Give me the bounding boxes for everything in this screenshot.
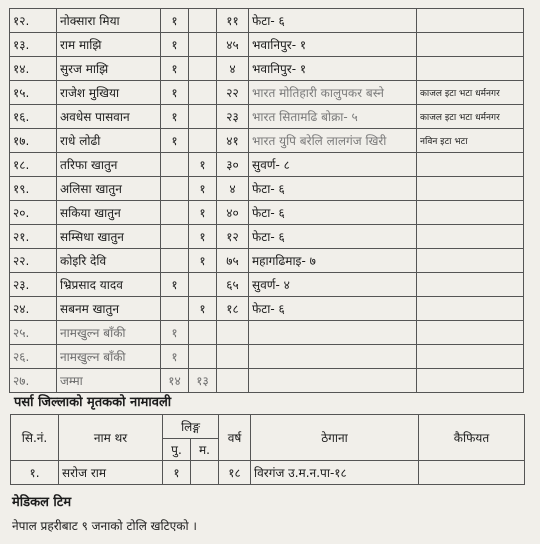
address-cell: फेटा- ६ (249, 297, 417, 321)
name-cell: जम्मा (57, 369, 161, 393)
table-row (10, 225, 524, 249)
medical-team-heading: मेडिकल टिम (12, 495, 72, 510)
age-cell (217, 321, 249, 345)
remark-cell: नविन इटा भटा (417, 129, 524, 153)
table-row (10, 297, 524, 321)
address-cell: सुवर्ण- ८ (249, 153, 417, 177)
parsa-district-heading: पर्सा जिल्लाको मृतकको नामावली (14, 395, 172, 410)
remark-cell (417, 273, 524, 297)
address-cell: फेटा- ६ (249, 225, 417, 249)
age-cell: ७५ (217, 249, 249, 273)
serial-number-cell: १३. (10, 33, 57, 57)
name-cell: राजेश मुखिया (57, 81, 161, 105)
remark-cell (417, 57, 524, 81)
table-row (10, 153, 524, 177)
table-row (10, 273, 524, 297)
header-age: वर्ष (219, 415, 251, 461)
female-count-cell (189, 345, 217, 369)
serial-number-cell: २६. (10, 345, 57, 369)
remark-cell (417, 297, 524, 321)
medical-team-note: नेपाल प्रहरीबाट ९ जनाको टोलि खटिएको । (12, 519, 197, 533)
address-cell: भारत मोतिहारी कालुपकर बस्ने (249, 81, 417, 105)
male-count-cell: १ (161, 345, 189, 369)
age-cell: ४ (217, 57, 249, 81)
remark-cell (417, 369, 524, 393)
serial-number-cell: १७. (10, 129, 57, 153)
age-cell: ३० (217, 153, 249, 177)
age-cell: १८ (219, 461, 251, 485)
remark-cell (417, 345, 524, 369)
female-count-cell (189, 81, 217, 105)
female-count-cell: १ (189, 249, 217, 273)
remark-cell (417, 33, 524, 57)
female-count-cell (189, 129, 217, 153)
table-row (10, 129, 524, 153)
serial-number-cell: २४. (10, 297, 57, 321)
table-row (10, 57, 524, 81)
address-cell (249, 369, 417, 393)
age-cell: ६५ (217, 273, 249, 297)
female-count-cell: १ (189, 177, 217, 201)
female-count-cell (191, 461, 219, 485)
name-cell: अलिसा खातुन (57, 177, 161, 201)
table-row (10, 105, 524, 129)
female-count-cell: १ (189, 153, 217, 177)
remark-cell (417, 201, 524, 225)
name-cell: नोक्सारा मिया (57, 9, 161, 33)
male-count-cell: १ (161, 9, 189, 33)
address-cell: महागढिमाइ- ७ (249, 249, 417, 273)
female-count-cell: १ (189, 225, 217, 249)
age-cell: ११ (217, 9, 249, 33)
remark-cell: काजल इटा भटा धर्मनगर (417, 81, 524, 105)
male-count-cell (161, 249, 189, 273)
male-count-cell (161, 225, 189, 249)
address-cell: फेटा- ६ (249, 9, 417, 33)
remark-cell: काजल इटा भटा धर्मनगर (417, 105, 524, 129)
remark-cell (419, 461, 525, 485)
male-count-cell: १ (161, 105, 189, 129)
address-cell: भवानिपुर- १ (249, 33, 417, 57)
name-cell: सम्सिधा खातुन (57, 225, 161, 249)
female-count-cell: १३ (189, 369, 217, 393)
remark-cell (417, 153, 524, 177)
age-cell: २२ (217, 81, 249, 105)
address-cell: भारत सितामढि बोक्रा- ५ (249, 105, 417, 129)
remark-cell (417, 9, 524, 33)
serial-number-cell: १९. (10, 177, 57, 201)
serial-number-cell: १४. (10, 57, 57, 81)
header-name: नाम थर (59, 415, 163, 461)
serial-number-cell: १२. (10, 9, 57, 33)
age-cell: २३ (217, 105, 249, 129)
female-count-cell (189, 321, 217, 345)
male-count-cell: १ (163, 461, 191, 485)
male-count-cell: १ (161, 81, 189, 105)
name-cell: नामखुल्न बाँकी (57, 321, 161, 345)
age-cell: ४५ (217, 33, 249, 57)
address-cell: भवानिपुर- १ (249, 57, 417, 81)
serial-number-cell: २३. (10, 273, 57, 297)
male-count-cell: १ (161, 33, 189, 57)
age-cell: ४० (217, 201, 249, 225)
name-cell: सबनम खातुन (57, 297, 161, 321)
table-row (10, 201, 524, 225)
serial-number-cell: २१. (10, 225, 57, 249)
male-count-cell (161, 297, 189, 321)
name-cell: भ्रिप्रसाद यादव (57, 273, 161, 297)
female-count-cell: १ (189, 297, 217, 321)
header-gender: लिङ्ग (163, 415, 219, 439)
male-count-cell (161, 177, 189, 201)
name-cell: सरोज राम (59, 461, 163, 485)
serial-number-cell: १६. (10, 105, 57, 129)
serial-number-cell: १८. (10, 153, 57, 177)
male-count-cell: १ (161, 321, 189, 345)
header-serial-number: सि.नं. (11, 415, 59, 461)
male-count-cell: १ (161, 129, 189, 153)
serial-number-cell: २२. (10, 249, 57, 273)
female-count-cell (189, 9, 217, 33)
female-count-cell (189, 273, 217, 297)
male-count-cell: १ (161, 273, 189, 297)
male-count-cell: १ (161, 57, 189, 81)
address-cell: फेटा- ६ (249, 177, 417, 201)
table-row (10, 81, 524, 105)
remark-cell (417, 249, 524, 273)
casualty-list-table (9, 8, 524, 393)
female-count-cell: १ (189, 201, 217, 225)
header-female: म. (191, 439, 219, 461)
remark-cell (417, 321, 524, 345)
age-cell: ४ (217, 177, 249, 201)
age-cell (217, 345, 249, 369)
male-count-cell (161, 153, 189, 177)
header-address: ठेगाना (251, 415, 419, 461)
name-cell: सुरज माझि (57, 57, 161, 81)
table-row (10, 369, 524, 393)
header-male: पु. (163, 439, 191, 461)
serial-number-cell: २७. (10, 369, 57, 393)
name-cell: तरिफा खातुन (57, 153, 161, 177)
female-count-cell (189, 105, 217, 129)
table-row (11, 461, 525, 485)
female-count-cell (189, 33, 217, 57)
age-cell (217, 369, 249, 393)
age-cell: ४१ (217, 129, 249, 153)
address-cell (249, 321, 417, 345)
address-cell: फेटा- ६ (249, 201, 417, 225)
table-row (10, 249, 524, 273)
serial-number-cell: २०. (10, 201, 57, 225)
name-cell: राधे लोढी (57, 129, 161, 153)
address-cell: भारत युपि बरेलि लालगंज खिरी (249, 129, 417, 153)
table-row (10, 177, 524, 201)
female-count-cell (189, 57, 217, 81)
table-row (10, 321, 524, 345)
age-cell: १२ (217, 225, 249, 249)
male-count-cell (161, 201, 189, 225)
remark-cell (417, 177, 524, 201)
table-row (10, 345, 524, 369)
table-row (10, 33, 524, 57)
address-cell: विरगंज उ.म.न.पा-१८ (251, 461, 419, 485)
address-cell: सुवर्ण- ४ (249, 273, 417, 297)
name-cell: नामखुल्न बाँकी (57, 345, 161, 369)
age-cell: १८ (217, 297, 249, 321)
header-remark: कैफियत (419, 415, 525, 461)
serial-number-cell: १५. (10, 81, 57, 105)
name-cell: अवधेस पासवान (57, 105, 161, 129)
address-cell (249, 345, 417, 369)
parsa-casualty-table (10, 414, 525, 485)
serial-number-cell: १. (11, 461, 59, 485)
name-cell: सकिया खातुन (57, 201, 161, 225)
male-count-cell: १४ (161, 369, 189, 393)
remark-cell (417, 225, 524, 249)
serial-number-cell: २५. (10, 321, 57, 345)
name-cell: राम माझि (57, 33, 161, 57)
name-cell: कोइरि देवि (57, 249, 161, 273)
table-row (10, 9, 524, 33)
